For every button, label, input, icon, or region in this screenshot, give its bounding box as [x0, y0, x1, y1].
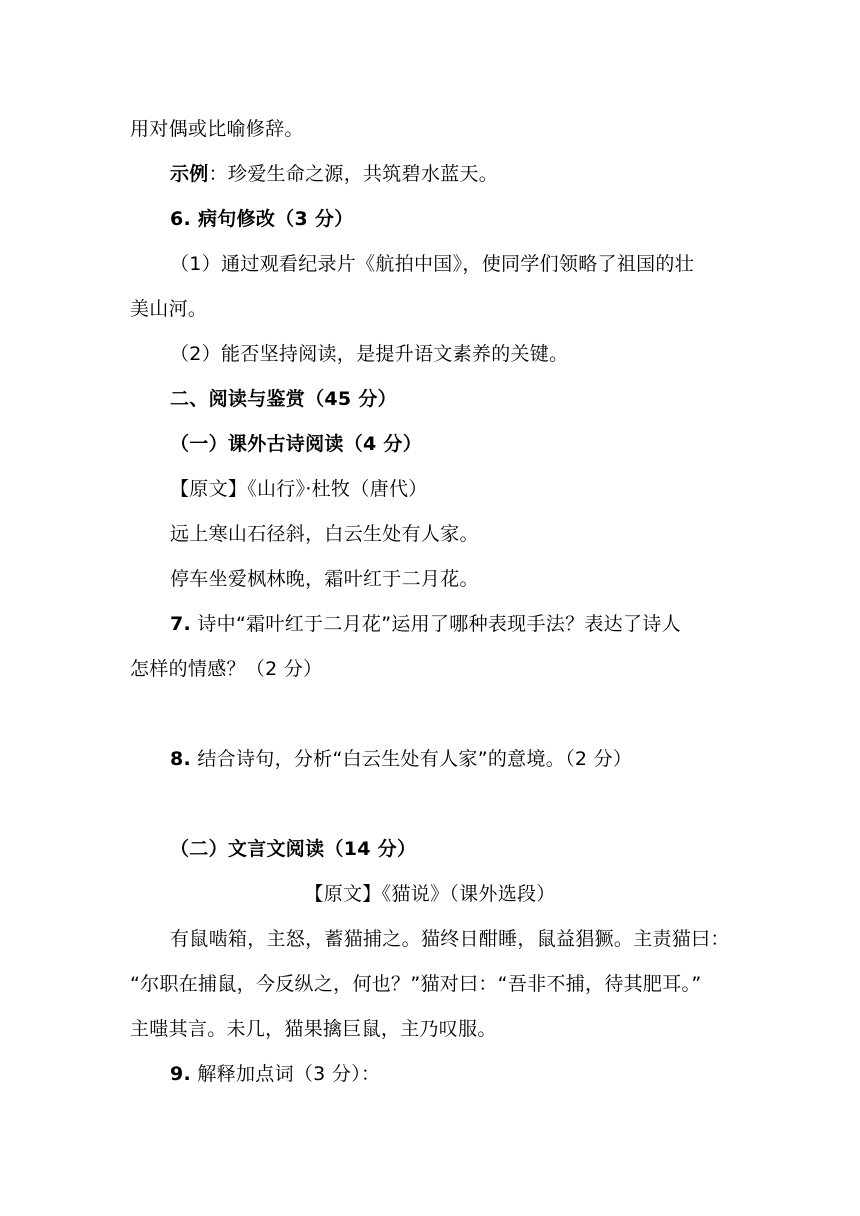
- section-2-heading: 二、阅读与鉴赏（45 分）: [170, 388, 397, 410]
- question-6-title: 6. 病句修改（3 分）: [170, 208, 354, 230]
- question-9-text: 解释加点词（3 分）：: [191, 1063, 381, 1085]
- subsection-1-heading: （一）课外古诗阅读（4 分）: [170, 433, 423, 455]
- example-text: ：珍爱生命之源，共筑碧水蓝天。: [208, 163, 499, 185]
- poem-source: 【原文】《山行》·杜牧（唐代）: [170, 478, 428, 500]
- question-6-item-2: （2）能否坚持阅读，是提升语文素养的关键。: [170, 343, 569, 365]
- question-7-cont: 怎样的情感？（2 分）: [130, 658, 323, 680]
- classical-text-line-3: 主嗤其言。未几，猫果擒巨鼠，主乃叹服。: [130, 1018, 497, 1040]
- question-7: [170, 611, 681, 637]
- question-8: [170, 746, 632, 772]
- question-7-number: 7.: [170, 613, 192, 635]
- example-label: 示例: [170, 163, 209, 185]
- question-7-text: 诗中“霜叶红于二月花”运用了哪种表现手法？表达了诗人: [191, 613, 681, 635]
- question-8-number: 8.: [170, 748, 192, 770]
- text-line: 用对偶或比喻修辞。: [130, 118, 304, 140]
- classical-text-line-2: “尔职在捕鼠，今反纵之，何也？”猫对曰：“吾非不捕，待其肥耳。”: [130, 973, 702, 995]
- question-8-text: 结合诗句，分析“白云生处有人家”的意境。（2 分）: [191, 748, 633, 770]
- subsection-2-heading: （二）文言文阅读（14 分）: [170, 838, 417, 860]
- question-6-item-1-cont: 美山河。: [130, 298, 208, 320]
- classical-text-source: 【原文】《猫说》（课外选段）: [304, 883, 556, 905]
- question-9-number: 9.: [170, 1063, 192, 1085]
- classical-text-line-1: 有鼠啮箱，主怒，蓄猫捕之。猫终日酣睡，鼠益猖獗。主责猫曰：: [170, 928, 730, 950]
- question-9: [170, 1061, 380, 1087]
- poem-line-2: 停车坐爱枫林晚，霜叶红于二月花。: [170, 568, 479, 590]
- question-6-item-1: （1）通过观看纪录片《航拍中国》，使同学们领略了祖国的壮: [170, 253, 694, 275]
- poem-line-1: 远上寒山石径斜，白云生处有人家。: [170, 523, 479, 545]
- example-line: [170, 161, 498, 187]
